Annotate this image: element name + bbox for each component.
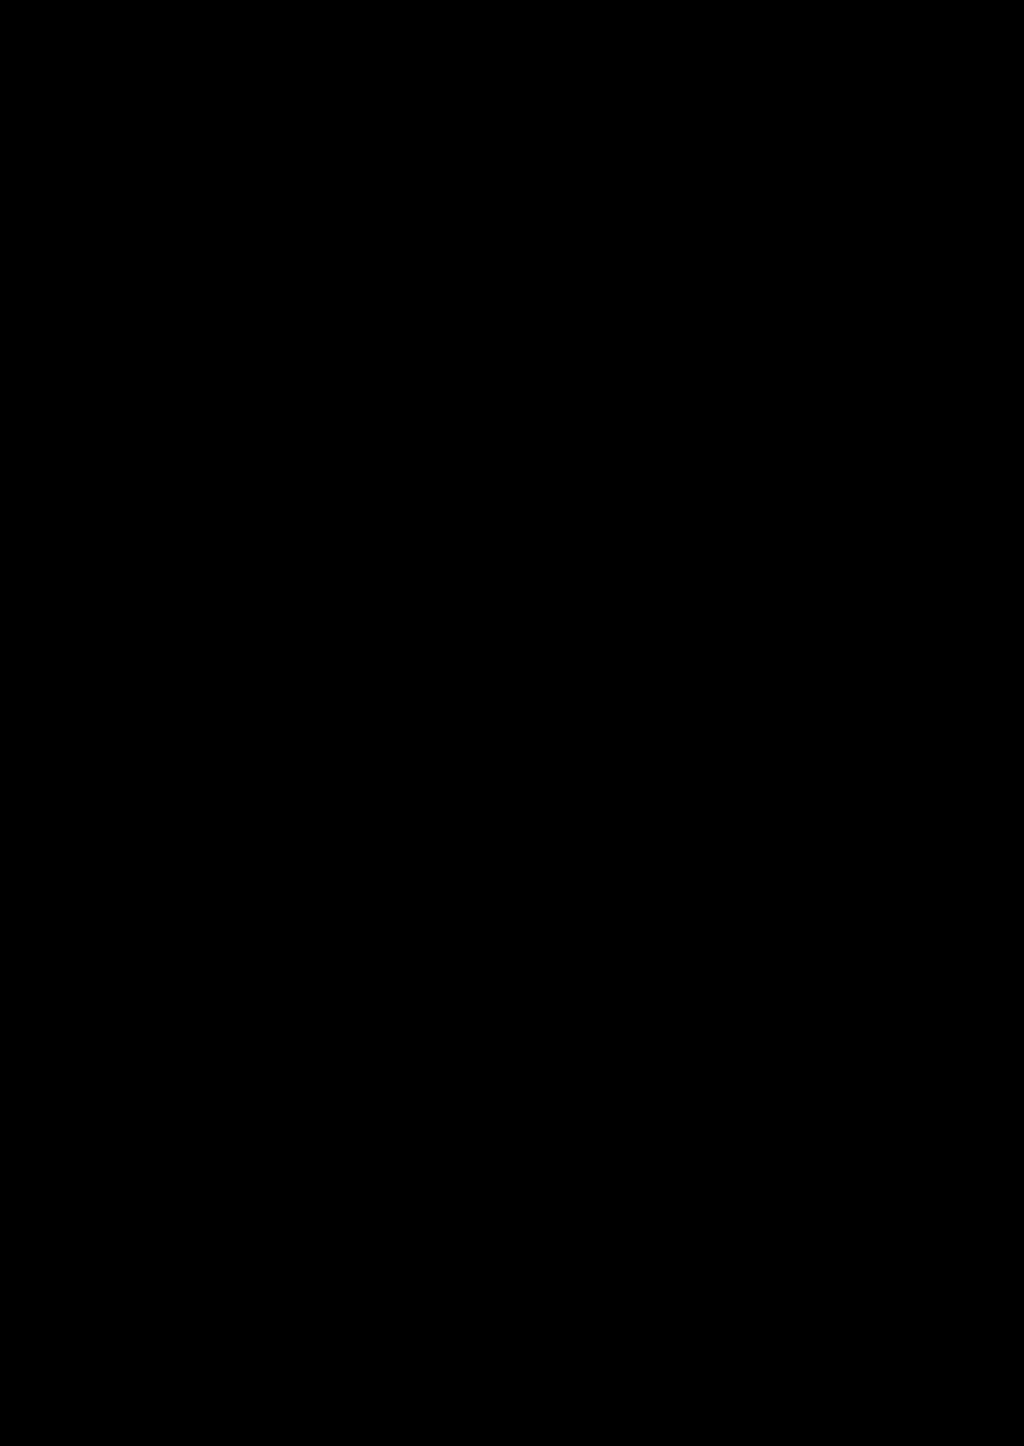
signature-line-3: 3. ............................................ [118, 744, 349, 764]
document-title: OŚWIADCZENIE [422, 293, 602, 318]
body-line-2: szkolenia ........................., dnia ...................., Komisja egzaminacyjna wypełniła [120, 413, 895, 435]
signatures-heading: Podpisy członków Komisji: [120, 599, 332, 620]
declaration-body [120, 370, 895, 553]
body-line-3: obowiązek, o którym mowa w § 16 ust. 5 rozporządzenia Ministra Infrastruktury z dnia [120, 450, 895, 471]
place-date-line: ......................., dnia ........................... r. [496, 174, 793, 193]
annex-reference: Załącznik nr 4 do Regulaminu [686, 84, 881, 101]
body-line-1: Niniejszym oświadczamy, iż przed rozpoczęciem testu kwalifikacyjnego w ośrodku [178, 377, 895, 398]
place-caption: (miejscowość) [513, 201, 596, 216]
signature-line-2: 2. ............................................ [118, 697, 349, 717]
signature-line-1: 1. ............................................ [118, 650, 349, 670]
body-line-5: z 2017 r., poz. 151). [120, 523, 272, 544]
body-line-4: 1 kwietnia 2010 r. w sprawie szkolenia kierowców wykonujących przewóz drogowy (Dz. U. [120, 486, 895, 508]
